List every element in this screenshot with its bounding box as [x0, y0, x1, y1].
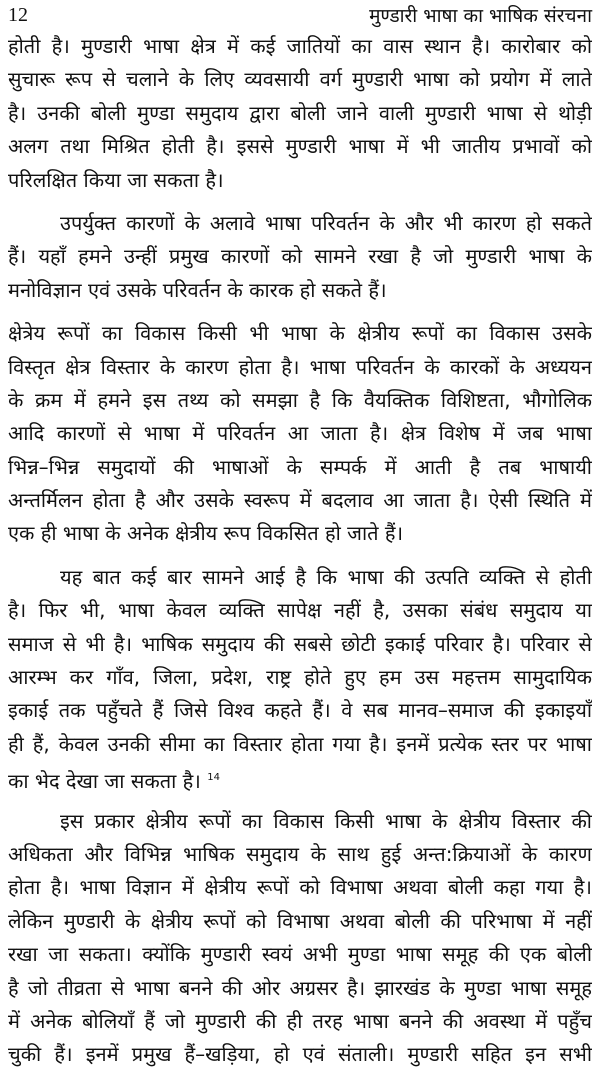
line-text: हैं। यहाँ हमने उन्हीं प्रमुख कारणों को सामने रखा है जो मुण्डारी भाषा के: [8, 244, 592, 269]
line-text: है जो तीव्रता से भाषा बनने की ओर अग्रसर है। झारखंड के मुण्डा भाषा समूह: [8, 975, 592, 1000]
text-line: [8, 207, 592, 240]
text-line: [8, 63, 592, 96]
text-line: [8, 938, 592, 971]
line-text: मनोविज्ञान एवं उसके परिवर्तन के कारक हो सकते हैं।: [8, 277, 387, 302]
line-text: में अनेक बोलियाँ हैं जो मुण्डारी की ही तरह भाषा बनने की अवस्था में पहुँच: [8, 1008, 592, 1033]
running-title: मुण्डारी भाषा का भाषिक संरचना: [369, 5, 592, 27]
text-line: [8, 871, 592, 904]
line-text: इकाई तक पहुँचते हैं जिसे विश्व कहते हैं। वे सब मानव–समाज की इकाइयाँ: [8, 698, 592, 723]
text-line: [8, 384, 592, 417]
line-text: रखा जा सकता। क्योंकि मुण्डारी स्वयं अभी मुण्डा भाषा समूह की एक बोली: [8, 942, 592, 967]
line-text: उपर्युक्त कारणों के अलावे भाषा परिवर्तन के और भी कारण हो सकते: [60, 210, 592, 235]
line-text: विस्तृत क्षेत्र विस्तार के कारण होता है। भाषा परिवर्तन के कारकों के अध्ययन: [8, 354, 592, 379]
text-line: [8, 628, 592, 661]
line-text: होती है। मुण्डारी भाषा क्षेत्र में कई जातियों का वास स्थान है। कारोबार को: [8, 34, 592, 58]
text-line: [8, 728, 592, 761]
line-text: इस प्रकार क्षेत्रीय रूपों का विकास किसी भाषा के क्षेत्रीय विस्तार की: [60, 808, 592, 833]
paragraph: [8, 805, 592, 1072]
paragraph: [8, 30, 592, 197]
running-header: [8, 0, 592, 30]
text-line: [8, 417, 592, 450]
line-text: आरम्भ कर गाँव, जिला, प्रदेश, राष्ट्र होते हुए हम उस महत्तम सामुदायिक: [8, 665, 592, 690]
text-line: [8, 130, 592, 163]
text-line: [8, 240, 592, 273]
body-text: [8, 30, 592, 1082]
line-text: का भेद देखा जा सकता है।: [8, 769, 201, 794]
text-line: [8, 805, 592, 838]
text-line: [8, 274, 592, 307]
line-text: लेकिन मुण्डारी के क्षेत्रीय रूपों को विभाषा अथवा बोली की परिभाषा में नहीं: [8, 908, 592, 933]
text-line: [8, 694, 592, 727]
line-text: एक ही भाषा के अनेक क्षेत्रीय रूप विकसित हो जाते हैं।: [8, 521, 404, 546]
text-line: [8, 594, 592, 627]
text-line: [8, 661, 592, 694]
line-text: चुकी हैं। इनमें प्रमुख हैं–खड़िया, हो एवं संताली। मुण्डारी सहित इन सभी: [8, 1042, 592, 1067]
line-text: के क्रम में हमने इस तथ्य को समझा है कि वैयक्तिक विशिष्टता, भौगोलिक: [8, 387, 592, 412]
text-line: [8, 761, 592, 794]
paragraph: [8, 317, 592, 551]
line-text: है। फिर भी, भाषा केवल व्यक्ति सापेक्ष नहीं है, उसका संबंध समुदाय या: [8, 598, 592, 623]
text-line: [8, 97, 592, 130]
text-line: [8, 484, 592, 517]
line-text: है। उनकी बोली मुण्डा समुदाय द्वारा बोली जाने वाली मुण्डारी भाषा से थोड़ी: [8, 100, 592, 125]
line-text: समाज से भी है। भाषिक समुदाय की सबसे छोटी इकाई परिवार है। परिवार से: [8, 631, 592, 656]
text-line: [8, 164, 592, 197]
line-text: यह बात कई बार सामने आई है कि भाषा की उत्पति व्यक्ति से होती: [60, 564, 592, 589]
text-line: [8, 561, 592, 594]
footnote-reference[interactable]: 14: [207, 772, 220, 784]
text-line: [8, 1038, 592, 1071]
text-line: [8, 317, 592, 350]
line-text: अधिकता और विभिन्न भाषिक समुदाय के साथ हुई अन्त:क्रियाओं के कारण: [8, 841, 592, 866]
text-line: [8, 351, 592, 384]
line-text: अन्तर्मिलन होता है और उसके स्वरूप में बदलाव आ जाता है। ऐसी स्थिति में: [8, 488, 592, 513]
line-text: क्षेत्रेय रूपों का विकास किसी भी भाषा के क्षेत्रीय रूपों का विकास उसके: [8, 321, 592, 346]
text-line: [8, 451, 592, 484]
text-line: [8, 1005, 592, 1038]
paragraph: [8, 561, 592, 795]
text-line: [8, 30, 592, 63]
page-number: 12: [8, 3, 28, 26]
line-text: अलग तथा मिश्रित होती है। इससे मुण्डारी भाषा में भी जातीय प्रभावों को: [8, 134, 592, 159]
text-line: [8, 905, 592, 938]
text-line: [8, 517, 592, 550]
line-text: परिलक्षित किया जा सकता है।: [8, 167, 224, 192]
text-line: [8, 838, 592, 871]
text-line: [8, 972, 592, 1005]
line-text: ही हैं, केवल उनकी सीमा का विस्तार होता गया है। इनमें प्रत्येक स्तर पर भाषा: [8, 731, 592, 756]
line-text: आदि कारणों से भाषा में परिवर्तन आ जाता है। क्षेत्र विशेष में जब भाषा: [8, 421, 592, 446]
line-text: सुचारू रूप से चलाने के लिए व्यवसायी वर्ग मुण्डारी भाषा को प्रयोग में लाते: [8, 67, 592, 92]
line-text: भिन्न–भिन्न समुदायों की भाषाओं के सम्पर्क में आती है तब भाषायी: [8, 454, 592, 479]
line-text: होता है। भाषा विज्ञान में क्षेत्रीय रूपों को विभाषा अथवा बोली कहा गया है।: [8, 875, 592, 900]
paragraph: [8, 207, 592, 307]
